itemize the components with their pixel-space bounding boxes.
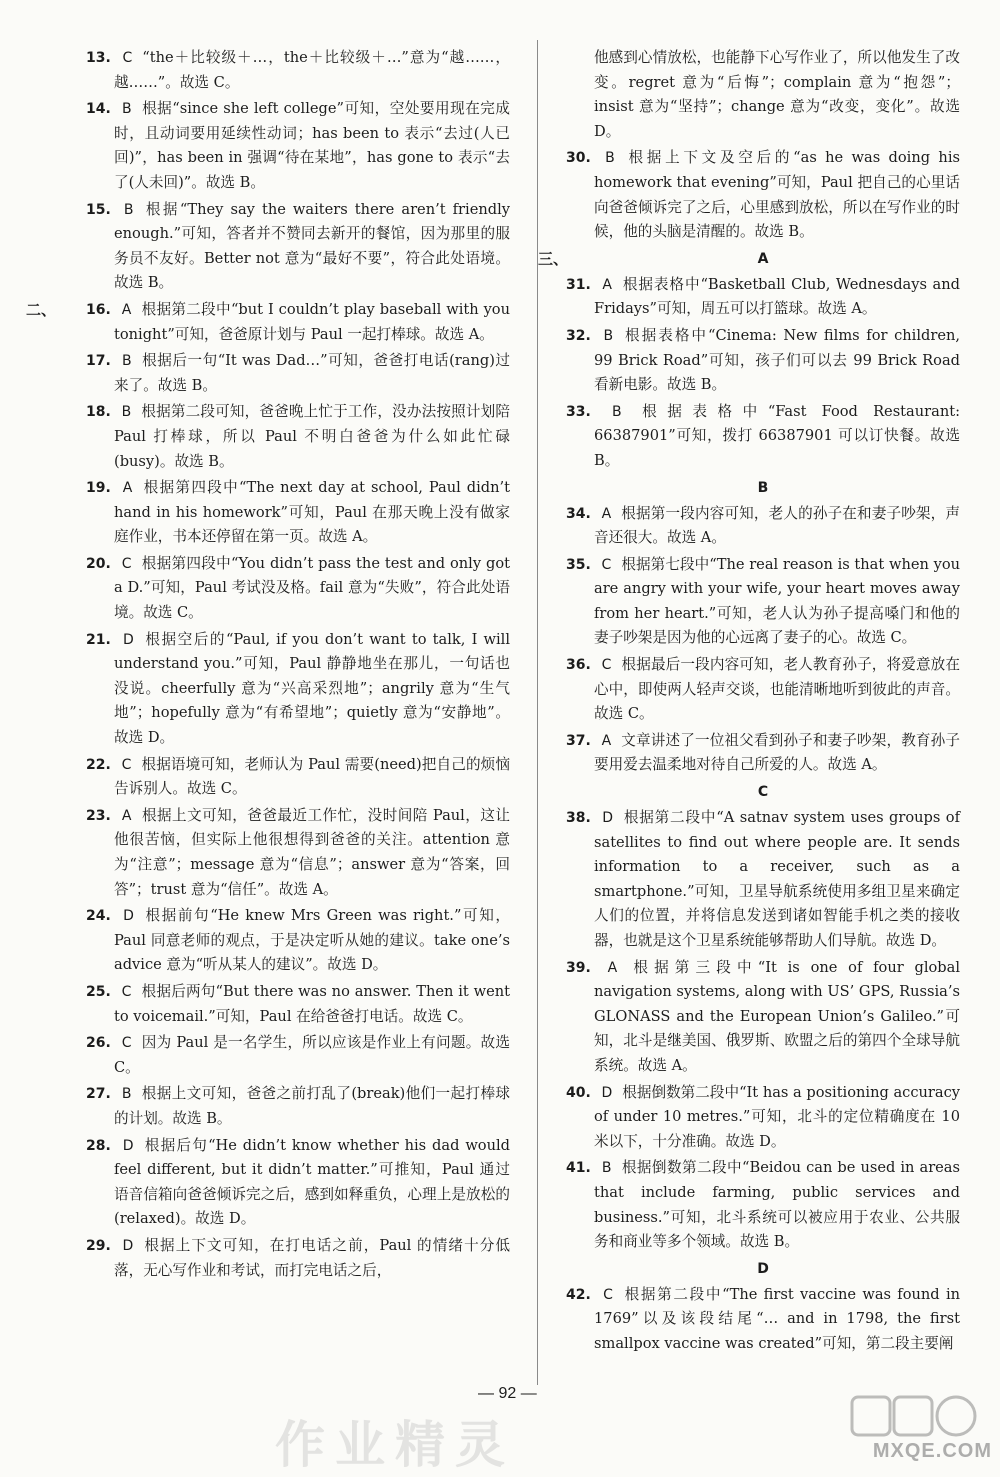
answer-item-23: 23. A 根据上文可知，爸爸最近工作忙，没时间陪 Paul，这让他很苦恼，但实际上他很想得到爸爸的关注。attention 意为“注意”；message 意为“信息”；answer 意为“答案，回答”；trust 意为“信任”。故选 A。 — [86, 806, 510, 898]
answer-item-20: 20. C 根据第四段中“You didn’t pass the test and only got a D.”可知，Paul 考试没及格。fail 意为“失败”，符合此处语境。故选 C。 — [86, 554, 511, 622]
answer-item-37: 37. A 文章讲述了一位祖父看到孙子和妻子吵架，教育孙子要用爱去温柔地对待自己所爱的人。故选 A。 — [566, 731, 960, 774]
answer-item-29-continued: 他感到心情放松，也能静下心写作业了，所以他发生了改变。regret 意为“后悔”；complain 意为“抱怨”；insist 意为“坚持”；change 意为“改变，变化”。故选 D。 — [594, 49, 960, 140]
answer-item-35: 35. C 根据第七段中“The real reason is that when you are angry with your wife, your heart moves away from her heart.”可知，老人认为孙子提高嗓门和他的妻子吵架是因为他的心远离了妻子的心。故选 C。 — [566, 555, 961, 647]
column-divider — [537, 40, 538, 1385]
answer-item-42: 42. C 根据第二段中“The first vaccine was found in 1769”以及该段结尾“… and in 1798, the first smallpox vaccine was created”可知，第二段主要阐 — [566, 1285, 961, 1352]
answer-item-16: 二、 16. A 根据第二段中“but I couldn’t play baseball with you tonight”可知，爸爸原计划与 Paul 一起打棒球。故选 A。 — [86, 298, 510, 347]
subsection-heading-a — [538, 247, 960, 271]
answer-item-28: 28. D 根据后句“He didn’t know whether his dad would feel different, but it didn’t matter.”可推知，Paul 通过语音信箱向爸爸倾诉完之后，感到如释重负，心理上是放松的(relaxed)。故选 D。 — [86, 1136, 510, 1228]
answer-item-22: 22. C 根据语境可知，老师认为 Paul 需要(need)把自己的烦恼告诉别人。故选 C。 — [86, 755, 510, 798]
answer-item-40: 40. D 根据倒数第二段中“It has a positioning accuracy of under 10 metres.”可知，北斗的定位精确度在 10 米以下，十分准确。故选 D。 — [566, 1083, 961, 1150]
left-column — [26, 46, 511, 1285]
logo-mark-icon — [832, 1391, 992, 1441]
answer-item-27: 27. B 根据上文可知，爸爸之前打乱了(break)他们一起打棒球的计划。故选 B。 — [86, 1085, 510, 1127]
answer-item-34: 34. A 根据第一段内容可知，老人的孙子在和妻子吵架，声音还很大。故选 A。 — [566, 504, 960, 547]
watermark: 作业精灵 — [275, 1416, 515, 1474]
answer-item-32: 32. B 根据表格中“Cinema: New films for children, 99 Brick Road”可知，孩子们可以去 99 Brick Road 看新电影。故选 B。 — [566, 326, 960, 394]
answer-item-31: 31. A 根据表格中“Basketball Club, Wednesdays and Fridays”可知，周五可以打篮球。故选 A。 — [566, 275, 960, 318]
answer-item-36: 36. C 根据最后一段内容可知，老人教育孙子，将爱意放在心中，即使两人轻声交谈，也能清晰地听到彼此的声音。故选 C。 — [566, 656, 960, 723]
site-logo — [832, 1391, 992, 1463]
answer-item-19: 19. A 根据第四段中“The next day at school, Paul didn’t hand in his homework”可知，Paul 在那天晚上没有做家庭作业，书本还停留在第一页。故选 A。 — [86, 479, 510, 546]
subsection-heading-c: C — [757, 784, 769, 801]
section-three-marker: 三、 — [538, 249, 569, 268]
answer-item-25: 25. C 根据后两句“But there was no answer. Then it went to voicemail.”可知，Paul 在给爸爸打电话。故选 C。 — [86, 982, 511, 1025]
right-column — [538, 46, 961, 1359]
answer-item-14: 14. B 根据“since she left college”可知，空处要用现在完成时，且动词要用延续性动词；has been to 表示“去过(人已回)”，has been in 强调“待在某地”，has gone to 表示“去了(人未回)”。故选 B。 — [86, 100, 510, 191]
section-two-marker: 二、 — [26, 300, 57, 319]
answer-item-17: 17. B 根据后一句“It was Dad…”可知，爸爸打电话(rang)过来了。故选 B。 — [86, 352, 511, 394]
answer-item-13: 13. C “the＋比较级＋…，the＋比较级＋…”意为“越……，越……”。故选 C。 — [86, 49, 510, 91]
answer-item-15: 15. B 根据“They say the waiters there aren’t friendly enough.”可知，答者并不赞同去新开的餐馆，因为那里的服务员不友好。Better not 意为“最好不要”，符合此处语境。故选 B。 — [86, 200, 510, 292]
answer-item-24: 24. D 根据前句“He knew Mrs Green was right.”可知，Paul 同意老师的观点，于是决定听从她的建议。take one’s advice 意为“听从某人的建议”。故选 D。 — [86, 907, 510, 974]
answer-item-39: 39. A 根据第三段中“It is one of four global navigation systems, along with US’ GPS, Russia’s GLONASS and the European Union’s Galileo.”可知，北斗是继美国、俄罗斯、欧盟之后的第四个全球导航系统。故选 A。 — [566, 958, 961, 1074]
answer-item-38: 38. D 根据第二段中“A satnav system uses groups of satellites to find out where people are. It sends information to a receiver, such as a smartphone.”可知，卫星导航系统使用多组卫星来确定人们的位置，并将信息发送到诸如智能手机之类的接收器，也就是这个卫星系统能够帮助人们导航。故选 D。 — [566, 809, 960, 949]
answer-item-33: 33. B 根据表格中“Fast Food Restaurant: 66387901”可知，拨打 66387901 可以订快餐。故选 B。 — [566, 402, 961, 469]
answer-item-21: 21. D 根据空后的“Paul, if you don’t want to talk, I will understand you.”可知，Paul 静静地坐在那儿，一句话也没说。cheerfully 意为“兴高采烈地”；angrily 意为“生气地”；hopefully 意为“有希望地”；quietly 意为“安静地”。故选 D。 — [86, 630, 510, 747]
answer-item-18: 18. B 根据第二段可知，爸爸晚上忙于工作，没办法按照计划陪 Paul 打棒球，所以 Paul 不明白爸爸为什么如此忙碌(busy)。故选 B。 — [86, 403, 510, 470]
answer-item-41: 41. B 根据倒数第二段中“Beidou can be used in areas that include farming, public services and business.”可知，北斗系统可以被应用于农业、公共服务和商业等多个领域。故选 B。 — [566, 1159, 960, 1251]
page-number: — 92 — — [478, 1385, 537, 1402]
answer-item-30: 30. B 根据上下文及空后的“as he was doing his homework that evening”可知，Paul 把自己的心里话向爸爸倾诉完了之后，心里感到放松，所以在写作业的时候，他的头脑是清醒的。故选 B。 — [566, 149, 960, 241]
logo-domain-text: MXQE.COM — [872, 1440, 992, 1462]
answer-item-26: 26. C 因为 Paul 是一名学生，所以应该是作业上有问题。故选 C。 — [86, 1034, 510, 1076]
subsection-heading-d: D — [757, 1260, 769, 1277]
subsection-heading-b: B — [757, 479, 769, 496]
answer-item-29: 29. D 根据上下文可知，在打电话之前，Paul 的情绪十分低落，无心写作业和考试，而打完电话之后， — [86, 1236, 510, 1279]
subsection-a-label: A — [757, 250, 769, 267]
